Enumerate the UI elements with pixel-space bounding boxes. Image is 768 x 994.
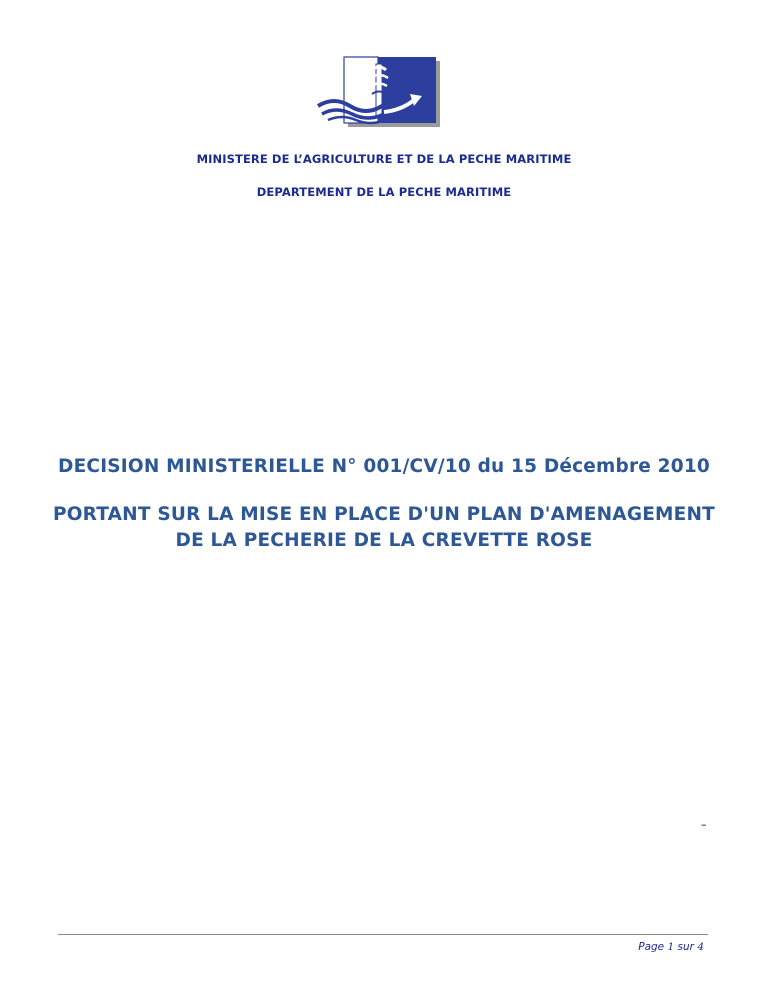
subject-line-1: PORTANT SUR LA MISE EN PLACE D'UN PLAN D'AMENAGEMENT xyxy=(52,504,715,525)
of-label: sur xyxy=(677,941,694,953)
page-number: 1 xyxy=(667,941,675,953)
page-label: Page xyxy=(638,941,665,953)
margin-mark: – xyxy=(701,818,707,831)
department-heading: DEPARTEMENT DE LA PECHE MARITIME xyxy=(256,185,512,199)
ministry-heading: MINISTERE DE L’AGRICULTURE ET DE LA PECHE MARITIME xyxy=(196,152,572,166)
decision-title: DECISION MINISTERIELLE N° 001/CV/10 du 15 Décembre 2010 xyxy=(58,456,710,477)
ministry-logo-icon xyxy=(314,56,444,128)
page-total: 4 xyxy=(697,941,704,953)
page-footer xyxy=(638,941,704,953)
footer-divider xyxy=(58,934,708,935)
decision-subject xyxy=(0,502,768,554)
subject-line-2: DE LA PECHERIE DE LA CREVETTE ROSE xyxy=(175,530,593,551)
